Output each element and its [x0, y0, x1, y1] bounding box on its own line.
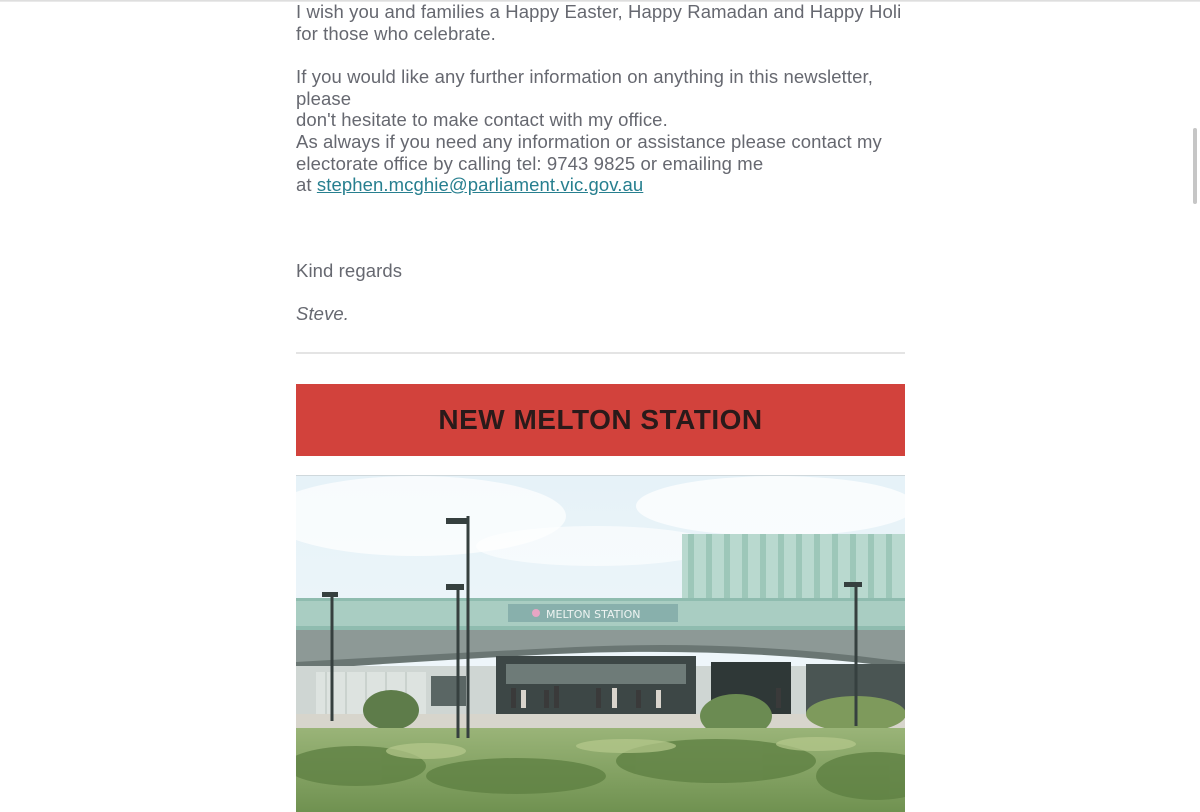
email-link[interactable]: stephen.mcghie@parliament.vic.gov.au	[316, 174, 644, 195]
contact-line-2: electorate office by calling tel: 9743 9825 or emailing me	[296, 152, 764, 174]
further-info-line-2: don't hesitate to make contact with my office.	[296, 109, 668, 130]
further-info-line-1: If you would like any further information on anything in this newsletter, please	[296, 66, 873, 109]
closing-text: Kind regards	[296, 260, 403, 281]
station-sign-text: MELTON STATION	[546, 608, 641, 621]
further-info-paragraph	[296, 66, 905, 131]
contact-line-1: As always if you need any information or assistance please contact my	[296, 131, 882, 152]
easter-greeting-text: I wish you and families a Happy Easter, Happy Ramadan and Happy Holi for those who celebrate.	[296, 1, 902, 44]
signature-text: Steve.	[296, 303, 350, 324]
section-divider	[296, 352, 905, 354]
scrollbar-thumb[interactable]	[1193, 128, 1197, 204]
section-title: NEW MELTON STATION	[438, 404, 763, 435]
station-illustration-art	[296, 476, 905, 812]
easter-greeting-paragraph	[296, 1, 905, 44]
section-banner	[296, 384, 905, 456]
contact-line-3-prefix: at	[296, 174, 317, 195]
station-illustration	[296, 475, 905, 812]
contact-paragraph	[296, 131, 905, 196]
